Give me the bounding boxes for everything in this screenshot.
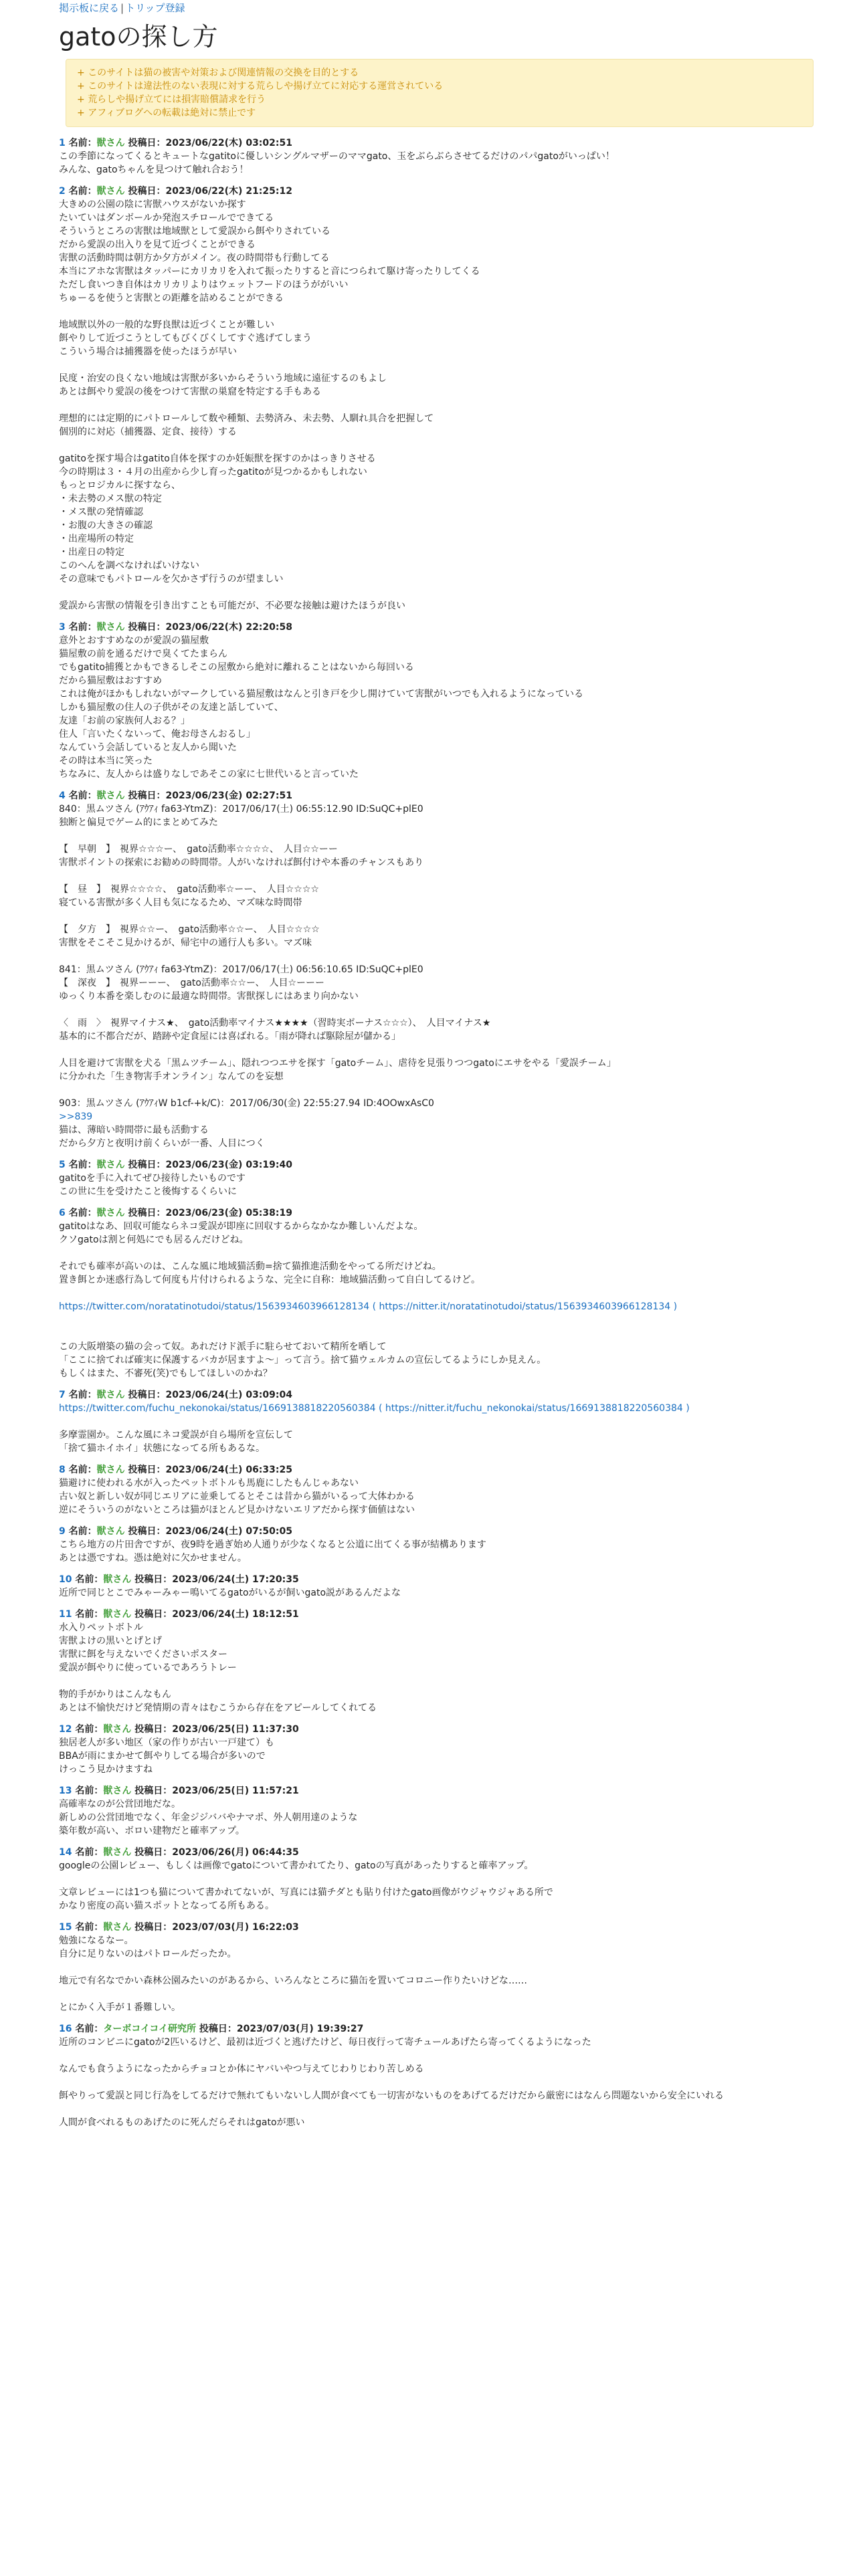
post-line: 多摩霊園か。こんな風にネコ愛誤が自ら場所を宣伝して [59, 1430, 293, 1440]
post-line: ちなみに、友人からは盛りなしであそこの家に七世代いると言っていた [59, 769, 359, 780]
post-line: 猫は、薄暗い時間帯に最も活動する [59, 1125, 209, 1136]
post-line: かなり密度の高い猫スポットとなってる所もある。 [59, 1901, 274, 1911]
post-line: 「ここに捨てれば確実に保護するバカが居ますよ～」って言う。捨て猫ウェルカムの宣伝してるようにしか見えん。 [59, 1355, 547, 1366]
post-line: 大きめの公園の陰に害獣ハウスがないか探す [59, 199, 246, 210]
post-line: 【 早朝 】 視界☆☆☆ー、 gato活動率☆☆☆☆、 人目☆☆ーー [59, 844, 338, 855]
post [59, 1921, 815, 2014]
post-line: 903：黒ムツさん (ｱｳｱｨW b1cf-+k/C)：2017/06/30(金) 22:55:27.94 ID:4OOwxAsC0 [59, 1098, 434, 1109]
post-line: 〈 雨 〉 視界マイナス★、 gato活動率マイナス★★★★（習時実ボーナス☆☆☆）、 人目マイナス★ [59, 1018, 491, 1029]
post-body [59, 802, 815, 1150]
post-line: この大阪増築の猫の会って奴。あれだけド派手に駐らせておいて精所を晒して [59, 1341, 387, 1352]
post [59, 1573, 815, 1600]
post-line: 人目を避けて害獣を犬る「黒ムツチーム」、隠れつつエサを探す「gatoチーム」、虐待を見張りつつgatoにエサをやる「愛誤チーム」 [59, 1058, 616, 1069]
post-line: gatitoを手に入れてぜひ接待したいものです [59, 1173, 246, 1184]
post-line [59, 950, 815, 963]
posted-label: 投稿日： [134, 1786, 173, 1796]
post-line: 水入りペットボトル [59, 1622, 143, 1633]
post-number[interactable]: 9 [59, 1526, 66, 1537]
post-line: 害獣に餌を与えないでくださいポスター [59, 1649, 227, 1660]
post-line: 人間が食べれるものあげたのに死んだらそれはgatoが悪い [59, 2117, 305, 2128]
posted-label: 投稿日： [128, 1390, 166, 1400]
post-number[interactable]: 7 [59, 1390, 66, 1400]
post-body [59, 2036, 815, 2129]
name-label: 名前： [68, 790, 97, 801]
post-line: 愛誤が餌やりに使っているであろうトレー [59, 1662, 237, 1673]
post-line: 餌やりって愛誤と同じ行為をしてるだけで無れてもいないし人間が食べても一切害がないものをあげてるだけだから厳密にはなんら問題ないから安全にいれる [59, 2090, 724, 2101]
post-body [59, 1798, 815, 1838]
poster-name: 獣さん [96, 1465, 125, 1475]
post-line [59, 358, 815, 372]
post-line: だから猫屋敷はおすすめ [59, 675, 163, 686]
post [59, 1723, 815, 1776]
name-label: 名前： [75, 1786, 104, 1796]
name-label: 名前： [68, 1390, 97, 1400]
poster-name: ターボコイコイ研究所 [103, 2024, 196, 2034]
post [59, 185, 815, 613]
posted-label: 投稿日： [134, 1724, 173, 1735]
post-line [59, 305, 815, 318]
post-line: 近所のコンビニにgatoが2匹いるけど、最初は近づくと逃げたけど、毎日夜行って寄チュールあげたら寄ってくるようになった [59, 2037, 591, 2048]
back-to-board-link[interactable]: 掲示板に戻る [59, 2, 120, 14]
rules-notice [66, 59, 814, 127]
post-header [59, 1573, 815, 1586]
post [59, 1525, 815, 1565]
post-line: 個別的に対応（捕獲器、定食、接待）する [59, 427, 237, 437]
post-line: なんでも食うようになったからチョコとか体にヤバいやつ与えてじわりじわり苦しめる [59, 2064, 424, 2074]
post-line: とにかく入手が１番難しい。 [59, 2002, 181, 2013]
post-body [59, 1621, 815, 1715]
post-header [59, 1388, 815, 1402]
post-line: 置き餌とか迷惑行為して何度も片付けられるような、完全に自称：地域猫活動って自白してるけど。 [59, 1275, 480, 1285]
post-line: 本当にアホな害獣はタッパーにカリカリを入れて振ったりすると音につられて駆け寄ったりしてくる [59, 266, 480, 277]
post [59, 1846, 815, 1913]
post-line: 「捨て猫ホイホイ」状態になってる所もあるな。 [59, 1443, 265, 1454]
notice-item: + 荒らしや揚げ立てには損害賠償請求を行う [77, 93, 802, 106]
notice-item: + アフィブログへの転載は絶対に禁止です [77, 106, 802, 120]
poster-name: 獣さん [103, 1574, 132, 1585]
posted-label: 投稿日： [199, 2024, 237, 2034]
post-number[interactable]: 3 [59, 622, 66, 633]
posted-label: 投稿日： [128, 622, 166, 633]
post-line: でもgatito捕獲とかもできるしそこの屋敷から絶対に離れることはないから毎回いる [59, 662, 414, 673]
post-date: 2023/06/22(木) 03:02:51 [165, 138, 292, 148]
post-date: 2023/06/24(土) 03:09:04 [165, 1390, 292, 1400]
post [59, 1158, 815, 1198]
nav-separator: | [120, 2, 124, 14]
post-line: 841：黒ムツさん (ｱｳｱｨ fa63-YtmZ)：2017/06/17(土) 06:56:10.65 ID:SuQC+plE0 [59, 964, 423, 975]
trip-register-link[interactable]: トリップ登録 [125, 2, 185, 14]
post [59, 1206, 815, 1380]
post-line: たいていはダンボールか発泡スチロールでできてる [59, 213, 274, 223]
post-line: 勉強になるなー。 [59, 1935, 134, 1946]
post-line: ちゅーるを使うと害獣との距離を詰めることができる [59, 293, 284, 304]
post-line: 840：黒ムツさん (ｱｳｱｨ fa63-YtmZ)：2017/06/17(土) 06:55:12.90 ID:SuQC+plE0 [59, 804, 423, 815]
post [59, 2022, 815, 2129]
post-header [59, 2022, 815, 2036]
post [59, 1388, 815, 1455]
post-date: 2023/06/23(金) 02:27:51 [165, 790, 292, 801]
poster-name: 獣さん [96, 1208, 125, 1218]
post-line: 逆にそういうのがないところは猫がほとんど見かけないエリアだから探す価値はない [59, 1505, 415, 1515]
name-label: 名前： [75, 1574, 104, 1585]
post-line: 猫屋敷の前を通るだけで臭くてたまらん [59, 649, 227, 659]
post-body [59, 1220, 815, 1380]
post-header [59, 1608, 815, 1621]
post-header [59, 1846, 815, 1859]
post-date: 2023/06/23(金) 05:38:19 [165, 1208, 292, 1218]
posted-label: 投稿日： [128, 1160, 166, 1170]
post-line: クソgatoは割と何処にでも居るんだけどね。 [59, 1235, 249, 1245]
post-line: gatitoはなあ、回収可能ならネコ愛誤が即座に回収するからなかなか難しいんだよな。 [59, 1221, 423, 1232]
name-label: 名前： [75, 1922, 104, 1933]
posted-label: 投稿日： [128, 1208, 166, 1218]
post-line: に分かれた「生き物害手オンライン」なんてのを妄想 [59, 1071, 284, 1082]
post-header [59, 136, 815, 150]
post-line: もっとロジカルに探すなら、 [59, 480, 181, 491]
post-line [59, 1961, 815, 1974]
post [59, 621, 815, 781]
post-line: 自分に足りないのはパトロールだったか。 [59, 1949, 237, 1959]
name-label: 名前： [68, 622, 97, 633]
post-header [59, 1206, 815, 1220]
post-line: ・お腹の大きさの確認 [59, 520, 153, 531]
post-header [59, 185, 815, 198]
post-line: こちら地方の片田舎ですが、夜9時を過ぎ始め人通りが少なくなると公道に出てくる事が結構あります [59, 1539, 486, 1550]
post-line [59, 1083, 815, 1097]
post-line: ゆっくり本番を楽しむのに最適な時間帯。害獣探しにはあまり向かない [59, 991, 359, 1002]
post-line: 今の時期は３・４月の出産から少し育ったgatitoが見つかるかもしれない [59, 467, 367, 477]
post-line [59, 1327, 815, 1340]
post-list [59, 136, 815, 2129]
posted-label: 投稿日： [134, 1922, 173, 1933]
post-number[interactable]: 14 [59, 1847, 72, 1858]
poster-name: 獣さん [103, 1786, 132, 1796]
post-line: 害獣をそこそこ見かけるが、帰宅中の通行人も多い。マズ味 [59, 938, 312, 948]
post-line: 【 昼 】 視界☆☆☆☆、 gato活動率☆ーー、 人目☆☆☆☆ [59, 884, 319, 895]
post-number[interactable]: 1 [59, 138, 66, 148]
post-date: 2023/06/22(木) 22:20:58 [165, 622, 292, 633]
post-line [59, 1247, 815, 1260]
post [59, 1784, 815, 1838]
posted-label: 投稿日： [128, 1526, 166, 1537]
poster-name: 獣さん [103, 1922, 132, 1933]
notice-item: + このサイトは猫の被害や対策および関連情報の交換を目的とする [77, 66, 802, 80]
post-body [59, 1402, 815, 1455]
post-line: 餌やりして近づこうとしてもびくびくしてすぐ逃げてしまう [59, 333, 312, 344]
post-line: この世に生を受けたこと後悔するくらいに [59, 1186, 237, 1197]
name-label: 名前： [68, 138, 97, 148]
post-line [59, 2049, 815, 2062]
post-line: けっこう見かけますね [59, 1764, 153, 1775]
posted-label: 投稿日： [128, 1465, 166, 1475]
post-date: 2023/07/03(月) 16:22:03 [172, 1922, 299, 1933]
post-line: BBAが雨にまかせて餌やりしてる場合が多いので [59, 1751, 266, 1761]
post-line: それでも確率が高いのは、こんな風に地域猫活動=捨て猫推進活動をやってる所だけどね。 [59, 1261, 442, 1272]
post [59, 1608, 815, 1715]
post-line: こういう場合は捕獲器を使ったほうが早い [59, 346, 237, 357]
post-line: 愛誤から害獣の情報を引き出すことも可能だが、不必要な接触は避けたほうが良い [59, 601, 405, 611]
post-line: 寝ている害獣が多く人目も気になるため、マズ味な時間帯 [59, 897, 302, 908]
name-label: 名前： [68, 1160, 97, 1170]
post-line: 古い奴と新しい奴が同じエリアに並乗してるとそこは昔から猫がいるって大体わかる [59, 1491, 415, 1502]
post-body [59, 1736, 815, 1776]
post-number[interactable]: 11 [59, 1609, 72, 1620]
poster-name: 獣さん [96, 1526, 125, 1537]
post-line: あとは不愉快だけど発情期の青々はむこうから存在をアピールしてくれてる [59, 1703, 377, 1713]
poster-name: 獣さん [96, 1390, 125, 1400]
post-line: ・未去勢のメス獣の特定 [59, 494, 162, 504]
post-line: 新しめの公営団地でなく、年金ジジババやナマポ、外人朝用達のような [59, 1812, 358, 1823]
poster-name: 獣さん [103, 1609, 132, 1620]
post-line [59, 1675, 815, 1688]
name-label: 名前： [68, 1208, 97, 1218]
post-link[interactable]: https://twitter.com/noratatinotudoi/status/1563934603966128134 ( https://nitter.it/noratatinotudoi/status/1563934603966128134 ) [59, 1301, 678, 1312]
post-date: 2023/06/26(月) 06:44:35 [172, 1847, 299, 1858]
poster-name: 獣さん [103, 1724, 132, 1735]
post-line: 【 深夜 】 視界ーーー、 gato活動率☆☆ー、 人目☆ーーー [59, 978, 325, 988]
post-number[interactable]: 16 [59, 2024, 72, 2034]
post-line: 住人「言いたくないって、俺お母さんおるし」 [59, 729, 256, 740]
post-header [59, 1463, 815, 1477]
post-line [59, 909, 815, 923]
post-line [59, 1872, 815, 1886]
post-header [59, 621, 815, 634]
post-line: そういうところの害獣は地域獣として愛誤から餌やりされている [59, 226, 330, 237]
poster-name: 獣さん [103, 1847, 132, 1858]
post-line: 高確率なのが公営団地だな。 [59, 1799, 181, 1810]
post-line: もしくはまた、不審死(笑)でもしてほしいのかね？ [59, 1368, 272, 1379]
post-line: 【 夕方 】 視界☆☆ー、 gato活動率☆☆ー、 人目☆☆☆☆ [59, 924, 320, 935]
post-line: 築年数が高い、ボロい建物だと確率アップ。 [59, 1826, 245, 1836]
post-body [59, 1859, 815, 1913]
top-nav [59, 0, 815, 17]
post [59, 789, 815, 1150]
post-date: 2023/06/24(土) 06:33:25 [165, 1465, 292, 1475]
post-line [59, 1415, 815, 1428]
poster-name: 獣さん [96, 1160, 125, 1170]
post-body [59, 150, 815, 177]
post-body [59, 1172, 815, 1198]
post-number[interactable]: 5 [59, 1160, 66, 1170]
post-line: ・出産日の特定 [59, 547, 124, 558]
post-line: ・メス獣の発情確認 [59, 507, 143, 518]
post-line: 害獣よけの黒いとげとげ [59, 1636, 162, 1646]
post-line: 害獣ポイントの探索にお勧めの時間帯。人がいなければ餌付けや本番のチャンスもあり [59, 857, 424, 868]
post-line: 地域獣以外の一般的な野良獣は近づくことが難しい [59, 320, 274, 330]
post-line [59, 439, 815, 452]
posted-label: 投稿日： [134, 1609, 173, 1620]
post-header [59, 1784, 815, 1798]
post-line: この季節になってくるとキュートなgatitoに優しいシングルマザーのママgato、玉をぶらぶらさせてるだけのパパgatoがいっぱい！ [59, 151, 615, 162]
post-date: 2023/06/25(日) 11:37:30 [172, 1724, 299, 1735]
poster-name: 獣さん [96, 790, 125, 801]
post-line: しかも猫屋敷の住人の子供がその友達と話していて、 [59, 702, 284, 713]
post-body [59, 1586, 815, 1600]
post-line: これは俺がほかもしれないがマークしている猫屋敷はなんと引き戸を少し開けていて害獣がいつでも入れるようになっている [59, 689, 583, 700]
post-line [59, 399, 815, 412]
post-line: 文章レビューには1つも猫について書かれてないが、写真には猫チダとも貼り付けたgato画像がウジャウジャある所で [59, 1887, 553, 1898]
post-line: 地元で有名なでかい森林公園みたいのがあるから、いろんなところに猫缶を置いてコロニー作りたいけどな…… [59, 1975, 527, 1986]
post-number[interactable]: 4 [59, 790, 66, 801]
post-line [59, 2076, 815, 2089]
name-label: 名前： [68, 186, 97, 197]
post-line [59, 829, 815, 843]
post-line: 民度・治安の良くない地域は害獣が多いからそういう地域に遠征するのもよし [59, 373, 387, 384]
post-header [59, 1525, 815, 1538]
post-number[interactable]: 8 [59, 1465, 66, 1475]
post-date: 2023/06/25(日) 11:57:21 [172, 1786, 299, 1796]
post-body [59, 1934, 815, 2014]
poster-name: 獣さん [96, 622, 125, 633]
name-label: 名前： [75, 2024, 104, 2034]
post-line: あとは餌やり愛誤の後をつけて害獣の巣窟を特定する手もある [59, 387, 321, 397]
post-line [59, 586, 815, 599]
post-date: 2023/06/22(木) 21:25:12 [165, 186, 292, 197]
post-number[interactable]: 12 [59, 1724, 72, 1735]
post-line: 理想的には定期的にパトロールして数や種類、去勢済み、未去勢、人馴れ具合を把握して [59, 413, 434, 424]
post-date: 2023/07/03(月) 19:39:27 [236, 2024, 364, 2034]
post-number[interactable]: 6 [59, 1208, 66, 1218]
post-number[interactable]: 10 [59, 1574, 72, 1585]
post-body [59, 1538, 815, 1565]
post-line: googleの公園レビュー、もしくは画像でgatoについて書かれてたり、gatoの写真があったりすると確率アップ。 [59, 1860, 534, 1871]
post-link[interactable]: >>839 [59, 1111, 93, 1122]
post-line: 独居老人が多い地区（家の作りが古い一戸建て）も [59, 1737, 274, 1748]
posted-label: 投稿日： [128, 138, 166, 148]
post-line: 物的手がかりはこんなもん [59, 1689, 171, 1700]
posted-label: 投稿日： [134, 1574, 173, 1585]
name-label: 名前： [75, 1724, 104, 1735]
notice-item: + このサイトは違法性のない表現に対する荒らしや揚げ立てに対応する運営されている [77, 80, 802, 93]
thread-title: gatoの探し方 [59, 22, 218, 51]
post-line: なんていう会話していると友人から聞いた [59, 742, 237, 753]
post-body [59, 634, 815, 781]
post-line: だから夕方と夜明け前くらいが一番、人目につく [59, 1138, 265, 1149]
name-label: 名前： [68, 1526, 97, 1537]
post-line: あとは憑ですね。憑は絶対に欠かせません。 [59, 1553, 247, 1564]
post-number[interactable]: 15 [59, 1922, 72, 1933]
name-label: 名前： [75, 1609, 104, 1620]
post-line [59, 2103, 815, 2116]
post-date: 2023/06/24(土) 18:12:51 [172, 1609, 299, 1620]
post-line: その時は本当に笑った [59, 756, 153, 766]
poster-name: 獣さん [96, 186, 125, 197]
name-label: 名前： [68, 1465, 97, 1475]
post-line: その意味でもパトロールを欠かさず行うのが望ましい [59, 574, 284, 584]
post-body [59, 1477, 815, 1517]
post-line: このへんを調べなければいけない [59, 560, 199, 571]
post-line: 猫避けに使われる水が入ったペットボトルも馬鹿にしたもんじゃあない [59, 1478, 359, 1489]
post-link[interactable]: https://twitter.com/fuchu_nekonokai/status/1669138818220560384 ( https://nitter.it/fuchu_nekonokai/status/1669138818220560384 ) [59, 1403, 690, 1414]
poster-name: 獣さん [96, 138, 125, 148]
name-label: 名前： [75, 1847, 104, 1858]
post-line: だから愛誤の出入りを見て近づくことができる [59, 239, 256, 250]
post-line [59, 1287, 815, 1300]
post-line [59, 1988, 815, 2001]
post-header [59, 1723, 815, 1736]
post-line: 独断と偏見でゲーム的にまとめてみた [59, 817, 218, 828]
post [59, 136, 815, 177]
post-line: 友達「お前の家族何人おる？」 [59, 716, 190, 726]
post-line: 近所で同じとこでみゃーみゃー鳴いてるgatoがいるが飼いgato説があるんだよな [59, 1588, 401, 1598]
post-line: みんな、gatoちゃんを見つけて触れ合おう！ [59, 165, 249, 175]
post-body [59, 198, 815, 613]
post-line: 意外とおすすめなのが愛誤の猫屋敷 [59, 635, 209, 646]
post-number[interactable]: 13 [59, 1786, 72, 1796]
post-line: 害獣の活動時間は朝方か夕方がメイン。夜の時間帯も行動してる [59, 253, 330, 263]
post-date: 2023/06/24(土) 17:20:35 [172, 1574, 299, 1585]
post-line: 基本的に不都合だが、踏跡や定食屋には喜ばれる。「雨が降れば駆除屋が儲かる」 [59, 1031, 401, 1042]
posted-label: 投稿日： [128, 790, 166, 801]
post-line [59, 1003, 815, 1016]
post-header [59, 1158, 815, 1172]
post-date: 2023/06/24(土) 07:50:05 [165, 1526, 292, 1537]
post-line: gatitoを探す場合はgatito自体を探すのか妊娠獣を探すのかはっきりさせる [59, 453, 376, 464]
post-line [59, 1313, 815, 1327]
post-line [59, 869, 815, 883]
post-line: ただし食いつき自体はカリカリよりはウェットフードのほうががいい [59, 280, 349, 290]
post-number[interactable]: 2 [59, 186, 66, 197]
posted-label: 投稿日： [134, 1847, 173, 1858]
post [59, 1463, 815, 1517]
post-date: 2023/06/23(金) 03:19:40 [165, 1160, 292, 1170]
post-header [59, 789, 815, 802]
posted-label: 投稿日： [128, 186, 166, 197]
post-line [59, 1043, 815, 1057]
post-header [59, 1921, 815, 1934]
post-line: ・出産場所の特定 [59, 534, 134, 544]
